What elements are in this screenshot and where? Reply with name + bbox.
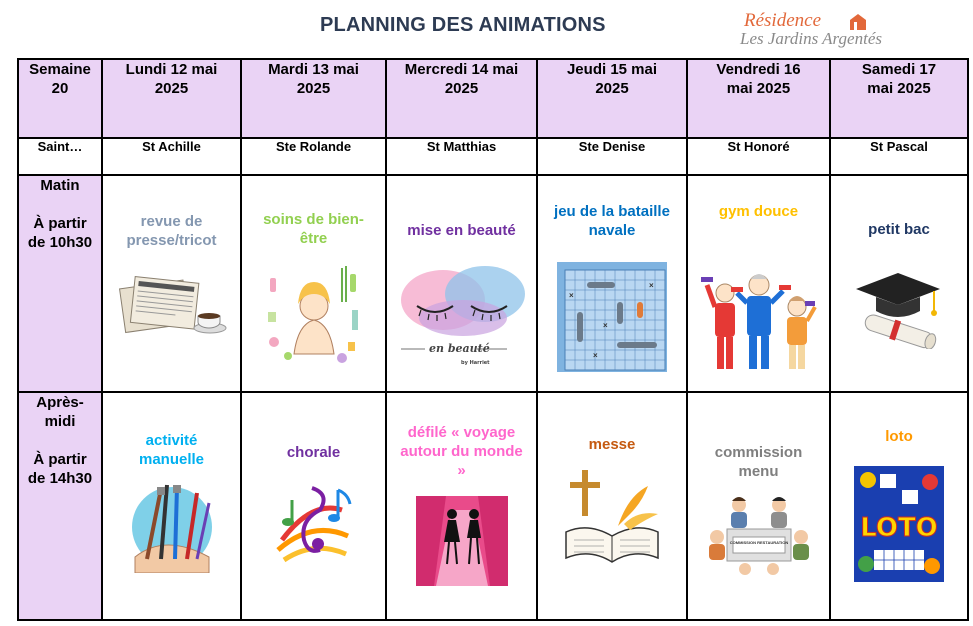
activity-name: messe	[588, 436, 636, 453]
schedule-table	[17, 58, 969, 621]
afternoon-label-cell	[18, 392, 102, 620]
saint-name: Ste Rolande	[241, 138, 386, 175]
activity-cell	[687, 175, 830, 392]
saint-name: St Pascal	[830, 138, 968, 175]
activity-name: mise en beauté	[407, 222, 516, 239]
day-header: Samedi 17 mai 2025	[830, 59, 968, 138]
saint-name: Ste Denise	[537, 138, 687, 175]
craft-brushes-icon	[127, 479, 217, 573]
meeting-icon	[709, 493, 809, 579]
beauty-signature: by Harriet	[460, 360, 490, 366]
activity-name: soins de bien-être	[263, 211, 364, 247]
day-header: Lundi 12 mai 2025	[102, 59, 241, 138]
saint-label: Saint…	[18, 138, 102, 175]
activity-cell	[830, 392, 968, 620]
commission-sign: COMMISSION RESTAURATION	[729, 540, 788, 545]
gym-seniors-icon	[701, 263, 817, 375]
activity-cell	[102, 392, 241, 620]
beauty-caption: en beauté	[428, 342, 490, 355]
spa-icon	[264, 264, 364, 368]
saint-row	[18, 138, 968, 175]
bible-cross-icon	[562, 466, 662, 566]
newspaper-icon	[116, 264, 228, 344]
morning-row	[18, 175, 968, 392]
day-header: Vendredi 16 mai 2025	[687, 59, 830, 138]
activity-name: revue de presse/tricot	[126, 213, 217, 249]
header-row	[18, 59, 968, 138]
activity-cell	[830, 175, 968, 392]
afternoon-row	[18, 392, 968, 620]
activity-name: défilé « voyage autour du monde »	[400, 424, 523, 479]
page-title: PLANNING DES ANIMATIONS	[320, 14, 606, 36]
activity-cell	[537, 175, 687, 392]
activity-cell	[386, 392, 537, 620]
fashion-show-icon	[416, 496, 508, 586]
svg-text:×: ×	[649, 281, 654, 290]
activity-name: petit bac	[868, 221, 930, 238]
activity-name: chorale	[286, 444, 341, 461]
afternoon-time: À partir de 14h30	[27, 451, 93, 487]
activity-cell	[241, 175, 386, 392]
battleship-grid-icon	[557, 262, 667, 372]
activity-name: commission menu	[714, 444, 803, 480]
activity-cell	[687, 392, 830, 620]
makeup-eyes-icon	[399, 260, 525, 368]
week-header: Semaine 20	[18, 59, 102, 138]
logo-line-2: Les Jardins Argentés	[740, 29, 882, 48]
activity-name: loto	[885, 428, 913, 445]
svg-text:×: ×	[603, 321, 608, 330]
afternoon-label: Après-midi	[36, 394, 84, 430]
logo-line-1: Résidence	[744, 10, 822, 31]
loto-word: LOTO	[860, 513, 938, 543]
activity-name: gym douce	[718, 203, 799, 220]
saint-name: St Achille	[102, 138, 241, 175]
loto-icon	[854, 466, 944, 582]
day-header: Jeudi 15 mai 2025	[537, 59, 687, 138]
morning-time: À partir de 10h30	[27, 215, 93, 251]
saint-name: St Matthias	[386, 138, 537, 175]
day-header: Mardi 13 mai 2025	[241, 59, 386, 138]
svg-text:×: ×	[569, 291, 574, 300]
activity-name: jeu de la bataille navale	[554, 203, 670, 239]
morning-label-cell	[18, 175, 102, 392]
graduation-cap-icon	[854, 269, 944, 349]
activity-cell	[386, 175, 537, 392]
saint-name: St Honoré	[687, 138, 830, 175]
residence-logo	[738, 8, 938, 54]
activity-cell	[537, 392, 687, 620]
activity-cell	[102, 175, 241, 392]
activity-name: activité manuelle	[138, 432, 205, 468]
music-notes-icon	[272, 480, 356, 570]
day-header: Mercredi 14 mai 2025	[386, 59, 537, 138]
activity-cell	[241, 392, 386, 620]
svg-text:×: ×	[593, 351, 598, 360]
morning-label: Matin	[40, 177, 80, 194]
